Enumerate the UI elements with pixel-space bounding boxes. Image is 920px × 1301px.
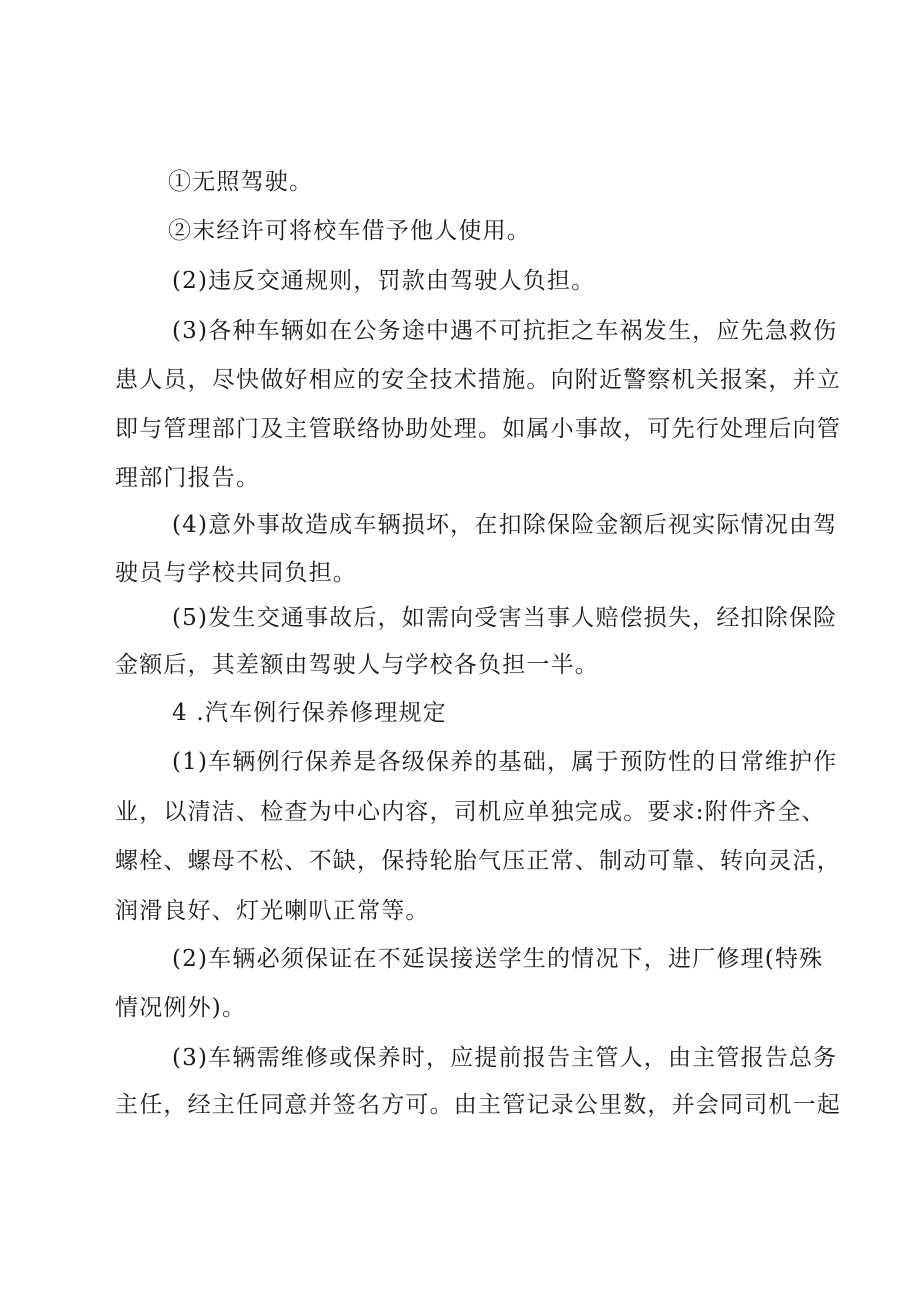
section-heading: 4 .汽车例行保养修理规定 [172, 700, 447, 726]
text-line: ①无照驾驶。 [168, 169, 314, 195]
text-line: (1)车辆例行保养是各级保养的基础，属于预防性的日常维护作 [172, 749, 838, 775]
text-line: 金额后，其差额由驾驶人与学校各负担一半。 [115, 652, 599, 678]
text-line: (3)各种车辆如在公务途中遇不可抗拒之车祸发生，应先急救伤 [172, 318, 838, 344]
text-line: ②末经许可将校车借予他人使用。 [168, 218, 531, 244]
text-line: 患人员，尽快做好相应的安全技术措施。向附近警察机关报案，并立 [115, 367, 841, 393]
text-line: (5)发生交通事故后，如需向受害当事人赔偿损失，经扣除保险 [172, 605, 838, 631]
text-line: (4)意外事故造成车辆损坏，在扣除保险金额后视实际情况由驾 [172, 512, 838, 538]
text-line: 主任，经主任同意并签名方可。由主管记录公里数，并会同司机一起 [115, 1092, 841, 1118]
text-line: (2)违反交通规则，罚款由驾驶人负担。 [172, 268, 596, 294]
text-line: (3)车辆需维修或保养时，应提前报告主管人，由主管报告总务 [172, 1045, 838, 1071]
text-line: 螺栓、螺母不松、不缺，保持轮胎气压正常、制动可靠、转向灵活， [115, 848, 841, 874]
text-line: 即与管理部门及主管联络协助处理。如属小事故，可先行处理后向管 [115, 416, 841, 442]
text-line: (2)车辆必须保证在不延误接送学生的情况下，进厂修理(特殊 [172, 946, 824, 972]
text-line: 润滑良好、灯光喇叭正常等。 [115, 898, 430, 924]
text-line: 业，以清洁、检查为中心内容，司机应单独完成。要求:附件齐全、 [115, 799, 826, 825]
text-line: 情况例外)。 [115, 995, 247, 1021]
text-line: 驶员与学校共同负担。 [115, 560, 357, 586]
text-line: 理部门报告。 [115, 465, 261, 491]
